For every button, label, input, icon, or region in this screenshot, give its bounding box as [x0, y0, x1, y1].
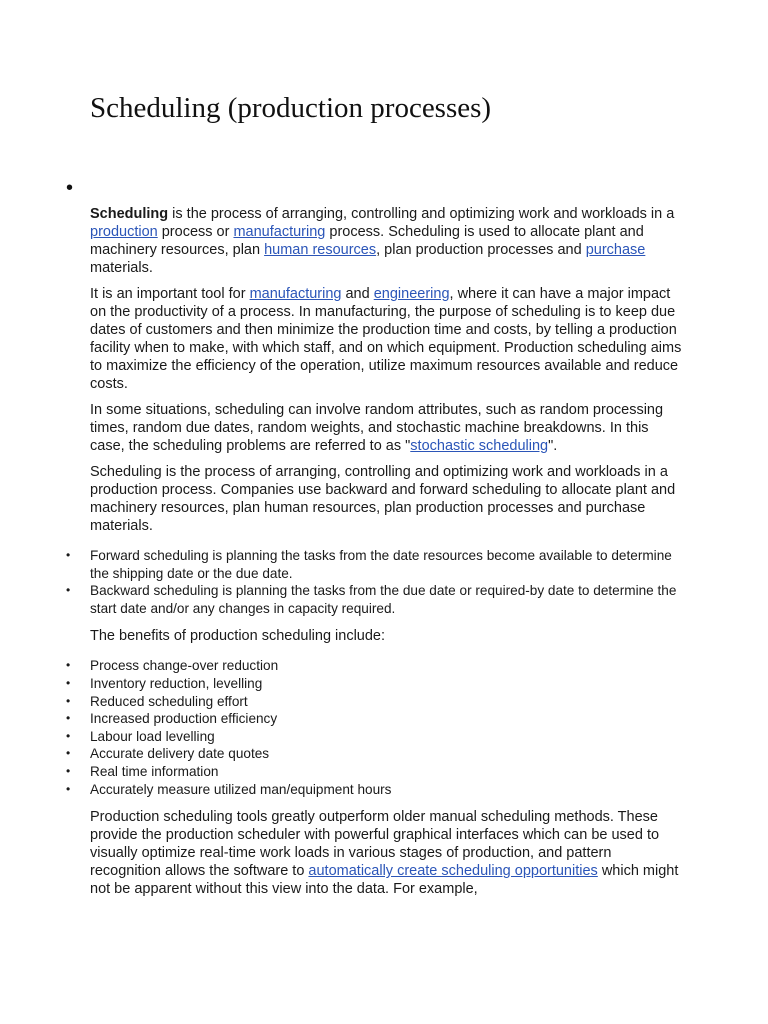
text-run: Production scheduling tools greatly outperform older manual scheduling methods. These provide the production scheduler with powerful graphical interfaces which can be used to visually optimize real-time work loads in various stages of production, and pattern recognition allows the software to	[90, 809, 660, 880]
paragraph-intro	[90, 205, 684, 277]
paragraph-benefits-intro: The benefits of production scheduling include:	[90, 628, 386, 645]
bold-term-scheduling: Scheduling	[90, 206, 169, 222]
list-item: • Accurate delivery date quotes	[90, 745, 684, 763]
list-item: • Labour load levelling	[90, 728, 684, 746]
list-item: • Inventory reduction, levelling	[90, 675, 684, 693]
text-run: is the process of arranging, controlling and optimizing work and workloads in a	[168, 206, 675, 222]
benefits-list	[66, 657, 684, 798]
link-human-resources[interactable]: human resources	[264, 242, 377, 258]
link-stochastic-scheduling[interactable]: stochastic scheduling	[410, 438, 549, 454]
link-automatically-create-scheduling-opportunities[interactable]: automatically create scheduling opportunities	[308, 863, 598, 880]
list-item: • Increased production efficiency	[90, 710, 684, 728]
text-run: , where it can have a major impact on the productivity of a process. In manufacturing, the purpose of scheduling is to keep due dates of customers and then minimize the production time and costs, by telling a production facility when to make, with which staff, and on which equipment. Production scheduling aims to maximize the efficiency of the operation, utilize maximum resources available and reduce costs.	[90, 286, 682, 392]
text-run: In some situations, scheduling can involve random attributes, such as random processing times, random due dates, random weights, and stochastic machine breakdowns. In this case, the scheduling problems are referred to as "	[90, 402, 664, 454]
text-run: It is an important tool for	[90, 286, 250, 302]
text-run: process. Scheduling is used to allocate plant and machinery resources, plan	[90, 224, 644, 258]
text-run: , plan production processes and	[376, 242, 586, 258]
list-item: • Real time information	[90, 763, 684, 781]
text-run: materials.	[90, 260, 153, 276]
text-run: which might not be apparent without this view into the data. For example,	[90, 863, 679, 898]
scheduling-types-list	[66, 547, 684, 617]
paragraph-stochastic	[90, 401, 684, 455]
list-item: • Backward scheduling is planning the tasks from the due date or required-by date to determine the start date and/or any changes in capacity required.	[90, 582, 684, 617]
paragraph-definition: Scheduling is the process of arranging, controlling and optimizing work and workloads in a production process. Companies use backward and forward scheduling to allocate plant and machinery resources, plan human resources, plan production processes and purchase materials.	[90, 464, 676, 534]
paragraph-tools	[90, 808, 684, 898]
link-purchase[interactable]: purchase	[585, 242, 646, 258]
text-run: ".	[548, 438, 558, 454]
link-engineering[interactable]: engineering	[373, 286, 450, 302]
paragraph-importance	[90, 285, 684, 393]
empty-bullet-marker: •	[66, 177, 74, 199]
article-body	[90, 205, 684, 906]
link-manufacturing-2[interactable]: manufacturing	[249, 286, 342, 302]
list-item: • Forward scheduling is planning the tasks from the date resources become available to determine the shipping date or the due date.	[90, 547, 684, 582]
page-title: Scheduling (production processes)	[90, 92, 492, 124]
link-production[interactable]: production	[90, 224, 158, 240]
text-run: and	[341, 286, 374, 302]
link-manufacturing[interactable]: manufacturing	[233, 224, 326, 240]
list-item: • Reduced scheduling effort	[90, 693, 684, 711]
list-item: • Process change-over reduction	[90, 657, 684, 675]
text-run: process or	[157, 224, 234, 240]
list-item: • Accurately measure utilized man/equipment hours	[90, 781, 684, 799]
